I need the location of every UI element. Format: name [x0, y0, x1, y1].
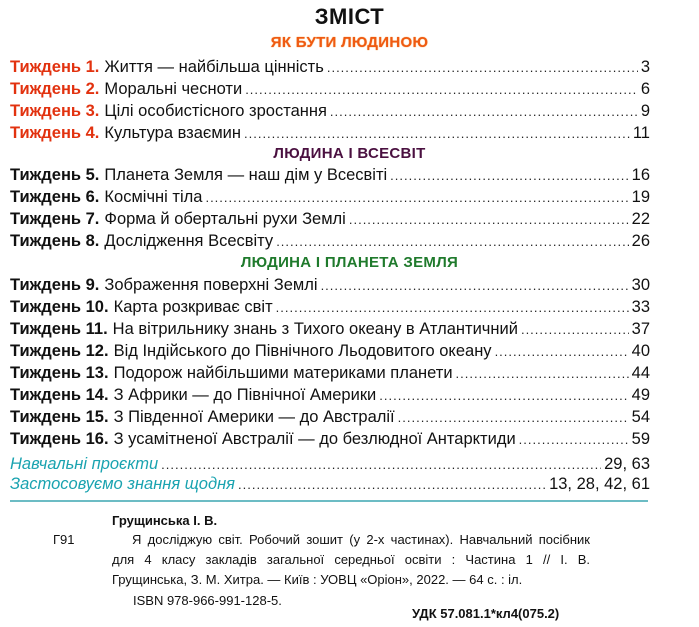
page-number: 30	[631, 276, 650, 294]
page-number: 19	[631, 188, 650, 206]
toc-entry[interactable]	[10, 320, 650, 342]
dot-leader	[349, 212, 629, 227]
dot-leader	[238, 477, 546, 492]
topic-title: Форма й обертальні рухи Землі	[104, 210, 346, 228]
toc-entry[interactable]	[10, 430, 650, 452]
topic-title: Культура взаємин	[104, 124, 241, 142]
dot-leader	[244, 126, 630, 141]
divider	[10, 500, 648, 502]
topic-title: Космічні тіла	[104, 188, 203, 206]
dot-leader	[495, 344, 629, 359]
dot-leader	[519, 432, 629, 447]
week-label: Тиждень 7.	[10, 210, 100, 228]
toc-entry[interactable]	[10, 188, 650, 210]
week-label: Тиждень 2.	[10, 80, 100, 98]
dot-leader	[330, 104, 638, 119]
week-label: Тиждень 3.	[10, 102, 100, 120]
bib-author: Грущинська І. В.	[112, 513, 218, 528]
dot-leader	[327, 60, 638, 75]
page-number: 40	[631, 342, 650, 360]
week-label: Тиждень 5.	[10, 166, 100, 184]
page-number: 37	[631, 320, 650, 338]
section-heading-how-to-be-human: ЯК БУТИ ЛЮДИНОЮ	[270, 34, 429, 51]
topic-title: Моральні чесноти	[104, 80, 243, 98]
toc-entry[interactable]	[10, 342, 650, 364]
dot-leader	[456, 366, 629, 381]
toc-entry-apply-knowledge[interactable]	[10, 475, 650, 497]
bib-isbn: ISBN 978-966-991-128-5.	[133, 593, 282, 608]
toc-entry-projects[interactable]	[10, 455, 650, 477]
week-label: Тиждень 6.	[10, 188, 100, 206]
topic-title: З усамітненої Австралії — до безлюдної Антарктиди	[113, 430, 516, 448]
week-label: Тиждень 8.	[10, 232, 100, 250]
page-number: 3	[640, 58, 650, 76]
topic-title: Зображення поверхні Землі	[104, 276, 318, 294]
topic-title: Від Індійського до Північного Льодовитого океану	[113, 342, 492, 360]
topic-title: Застосовуємо знання щодня	[10, 475, 235, 493]
toc-entry[interactable]	[10, 166, 650, 188]
week-label: Тиждень 13.	[10, 364, 109, 382]
week-label: Тиждень 14.	[10, 386, 109, 404]
page-number: 6	[640, 80, 650, 98]
dot-leader	[379, 388, 628, 403]
section-heading-human-and-planet-earth: ЛЮДИНА І ПЛАНЕТА ЗЕМЛЯ	[240, 254, 459, 271]
topic-title: З Південної Америки — до Австралії	[113, 408, 395, 426]
topic-title: Дослідження Всесвіту	[104, 232, 274, 250]
page-number: 54	[631, 408, 650, 426]
toc-entry[interactable]	[10, 408, 650, 430]
bib-code: Г91	[53, 532, 75, 547]
dot-leader	[521, 322, 629, 337]
dot-leader	[321, 278, 629, 293]
toc-entry[interactable]	[10, 58, 650, 80]
week-label: Тиждень 10.	[10, 298, 109, 316]
dot-leader	[276, 300, 629, 315]
page-number: 49	[631, 386, 650, 404]
toc-entry[interactable]	[10, 232, 650, 254]
week-label: Тиждень 4.	[10, 124, 100, 142]
toc-entry[interactable]	[10, 298, 650, 320]
page-number: 59	[631, 430, 650, 448]
page-numbers: 13, 28, 42, 61	[549, 475, 650, 493]
toc-entry[interactable]	[10, 386, 650, 408]
page-number: 33	[631, 298, 650, 316]
toc-entry[interactable]	[10, 124, 650, 146]
topic-title: З Африки — до Північної Америки	[113, 386, 377, 404]
topic-title: На вітрильнику знань з Тихого океану в Атлантичний	[112, 320, 518, 338]
page-number: 26	[631, 232, 650, 250]
toc-entry[interactable]	[10, 80, 650, 102]
page-number: 9	[640, 102, 650, 120]
toc-entry[interactable]	[10, 276, 650, 298]
toc-entry[interactable]	[10, 210, 650, 232]
week-label: Тиждень 11.	[10, 320, 108, 338]
bib-description: Я досліджую світ. Робочий зошит (у 2-х частинах). Навчальний посібник для 4 класу закладів загальної середньої освіти : Частина 1 // І. В. Грущинська, З. М. Хитра. — Київ : УОВЦ «Оріон», 2022. — 64 с. : іл.	[112, 532, 590, 587]
dot-leader	[205, 190, 628, 205]
dot-leader	[390, 168, 628, 183]
bib-udk: УДК 57.081.1*кл4(075.2)	[412, 606, 560, 621]
page-number: 11	[632, 124, 650, 142]
topic-title: Планета Земля — наш дім у Всесвіті	[104, 166, 388, 184]
topic-title: Подорож найбільшими материками планети	[113, 364, 453, 382]
week-label: Тиждень 1.	[10, 58, 100, 76]
section-heading-human-and-universe: ЛЮДИНА І ВСЕСВІТ	[273, 145, 426, 162]
toc-entry[interactable]	[10, 364, 650, 386]
page-numbers: 29, 63	[604, 455, 650, 473]
page-title: ЗМІСТ	[314, 4, 385, 29]
week-label: Тиждень 12.	[10, 342, 109, 360]
week-label: Тиждень 16.	[10, 430, 109, 448]
page-number: 16	[631, 166, 650, 184]
week-label: Тиждень 9.	[10, 276, 100, 294]
page-number: 44	[631, 364, 650, 382]
topic-title: Цілі особистісного зростання	[104, 102, 327, 120]
page-number: 22	[631, 210, 650, 228]
topic-title: Життя — найбільша цінність	[104, 58, 324, 76]
dot-leader	[245, 82, 638, 97]
topic-title: Навчальні проєкти	[10, 455, 159, 473]
dot-leader	[161, 457, 601, 472]
topic-title: Карта розкриває світ	[113, 298, 273, 316]
dot-leader	[276, 234, 628, 249]
toc-entry[interactable]	[10, 102, 650, 124]
week-label: Тиждень 15.	[10, 408, 109, 426]
dot-leader	[398, 410, 629, 425]
